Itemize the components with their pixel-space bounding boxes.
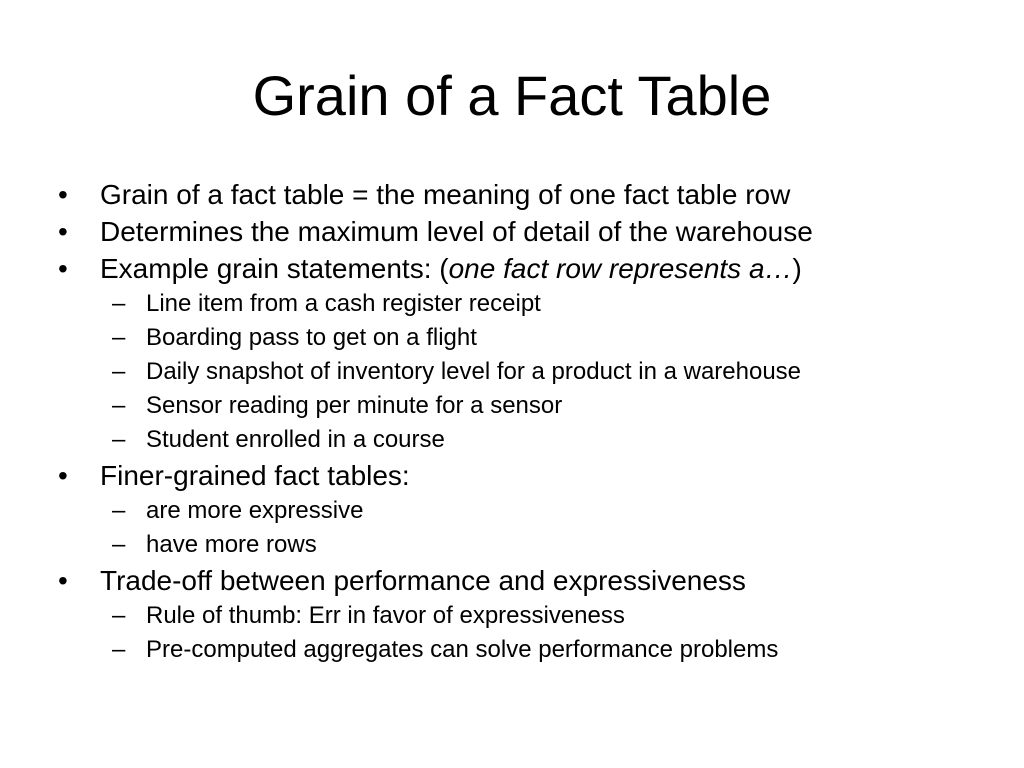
bullet-text: Determines the maximum level of detail of the warehouse xyxy=(100,216,813,247)
sub-bullet-item xyxy=(0,391,1024,421)
sub-bullet-item xyxy=(0,425,1024,455)
bullet-text: Finer-grained fact tables: xyxy=(100,460,410,491)
sub-bullet-text: Line item from a cash register receipt xyxy=(146,290,541,317)
sub-bullet-item xyxy=(0,289,1024,319)
sub-bullet-text: Pre-computed aggregates can solve performance problems xyxy=(146,636,779,663)
sub-bullet-marker: – xyxy=(112,636,126,663)
bullet-item xyxy=(0,459,1024,492)
sub-bullet-item xyxy=(0,530,1024,560)
sub-bullet-marker: – xyxy=(112,358,126,385)
sub-bullet-item xyxy=(0,601,1024,631)
sub-bullet-item xyxy=(0,357,1024,387)
sub-bullet-marker: – xyxy=(112,531,126,558)
sub-bullet-marker: – xyxy=(112,324,126,351)
sub-bullet-marker: – xyxy=(112,426,126,453)
sub-bullet-marker: – xyxy=(112,290,126,317)
bullet-text-italic: one fact row represents a… xyxy=(448,253,793,284)
bullet-text: Trade-off between performance and expressiveness xyxy=(100,565,746,596)
bullet-item xyxy=(0,215,1024,248)
slide-title: Grain of a Fact Table xyxy=(252,64,772,127)
sub-bullet-marker: – xyxy=(112,602,126,629)
bullet-item xyxy=(0,178,1024,211)
bullet-marker: • xyxy=(58,460,68,491)
bullet-marker: • xyxy=(58,216,68,247)
sub-bullet-item xyxy=(0,635,1024,665)
bullet-marker: • xyxy=(58,253,68,284)
sub-bullet-text: are more expressive xyxy=(146,497,364,524)
bullet-text-plain: Example grain statements: ( xyxy=(100,253,449,284)
sub-bullet-text: Student enrolled in a course xyxy=(146,426,445,453)
sub-bullet-text: Daily snapshot of inventory level for a product in a warehouse xyxy=(146,358,802,385)
sub-bullet-marker: – xyxy=(112,497,126,524)
bullet-text: Grain of a fact table = the meaning of one fact table row xyxy=(100,179,791,210)
sub-bullet-text: have more rows xyxy=(146,531,317,558)
bullet-marker: • xyxy=(58,565,68,596)
sub-bullet-text: Boarding pass to get on a flight xyxy=(146,324,477,351)
sub-bullet-marker: – xyxy=(112,392,126,419)
bullet-list xyxy=(0,178,1024,669)
sub-bullet-item xyxy=(0,496,1024,526)
bullet-text-close: ) xyxy=(792,253,802,284)
bullet-item xyxy=(0,564,1024,597)
sub-bullet-item xyxy=(0,323,1024,353)
sub-bullet-text: Rule of thumb: Err in favor of expressiveness xyxy=(146,602,625,629)
bullet-item xyxy=(0,252,1024,285)
sub-bullet-text: Sensor reading per minute for a sensor xyxy=(146,392,563,419)
bullet-marker: • xyxy=(58,179,68,210)
